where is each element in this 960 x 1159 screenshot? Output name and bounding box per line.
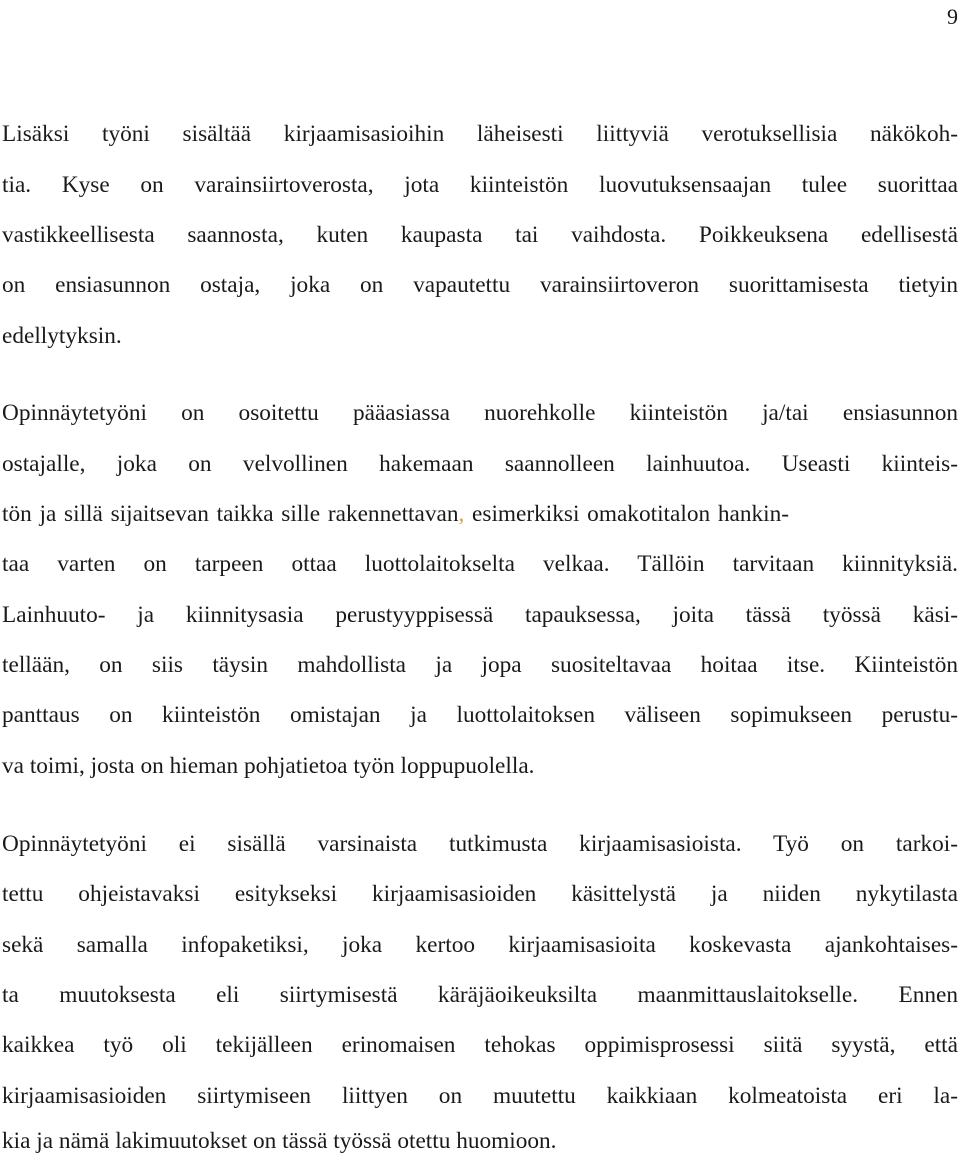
paragraph-line: va toimi, josta on hieman pohjatietoa työn loppupuolella. xyxy=(2,753,535,779)
paragraph-line: taa varten on tarpeen ottaa luottolaitokselta velkaa. Tällöin tarvitaan kiinnityksiä. xyxy=(2,551,958,577)
paragraph-line: Opinnäytetyöni on osoitettu pääasiassa nuorehkolle kiinteistön ja/tai ensiasunnon xyxy=(2,400,958,426)
line-text: tön ja sillä sijaitsevan taikka sille rakennettavan xyxy=(2,501,459,527)
paragraph-line: sekä samalla infopaketiksi, joka kertoo kirjaamisasioita koskevasta ajankohtaises- xyxy=(2,932,958,958)
paragraph-line: kaikkea työ oli tekijälleen erinomaisen tehokas oppimisprosessi siitä syystä, että xyxy=(2,1032,958,1058)
paragraph-line: kia ja nämä lakimuutokset on tässä työssä otettu huomioon. xyxy=(2,1128,557,1154)
paragraph-line: edellytyksin. xyxy=(2,323,122,349)
paragraph-line: on ensiasunnon ostaja, joka on vapautettu varainsiirtoveron suorittamisesta tietyin xyxy=(2,272,958,298)
paragraph-line: ostajalle, joka on velvollinen hakemaan saannolleen lainhuutoa. Useasti kiinteis- xyxy=(2,451,958,477)
paragraph-line: tia. Kyse on varainsiirtoverosta, jota kiinteistön luovutuksensaajan tulee suorittaa xyxy=(2,172,958,198)
line-text: esimerkiksi omakotitalon hankin- xyxy=(464,501,790,527)
paragraph-line: Lisäksi työni sisältää kirjaamisasioihin läheisesti liittyviä verotuksellisia näkökoh- xyxy=(2,121,958,147)
paragraph-line: Lainhuuto- ja kiinnitysasia perustyyppisessä tapauksessa, joita tässä työssä käsi- xyxy=(2,602,958,628)
paragraph-line: tettu ohjeistavaksi esitykseksi kirjaamisasioiden käsittelystä ja niiden nykytilasta xyxy=(2,881,958,907)
paragraph-line: kirjaamisasioiden siirtymiseen liittyen on muutettu kaikkiaan kolmeatoista eri la- xyxy=(2,1083,958,1109)
paragraph-line: Opinnäytetyöni ei sisällä varsinaista tutkimusta kirjaamisasioista. Työ on tarkoi- xyxy=(2,831,958,857)
paragraph-line: ta muutoksesta eli siirtymisestä käräjäoikeuksilta maanmittauslaitokselle. Ennen xyxy=(2,982,958,1008)
paragraph-line: vastikkeellisesta saannosta, kuten kaupasta tai vaihdosta. Poikkeuksena edellisestä xyxy=(2,222,958,248)
page-number: 9 xyxy=(947,4,958,29)
paragraph-line: panttaus on kiinteistön omistajan ja luottolaitoksen väliseen sopimukseen perustu- xyxy=(2,702,958,728)
highlighted-comma: , xyxy=(458,501,465,527)
paragraph-line xyxy=(2,499,958,529)
paragraph-line: tellään, on siis täysin mahdollista ja jopa suositeltavaa hoitaa itse. Kiinteistön xyxy=(2,652,958,678)
